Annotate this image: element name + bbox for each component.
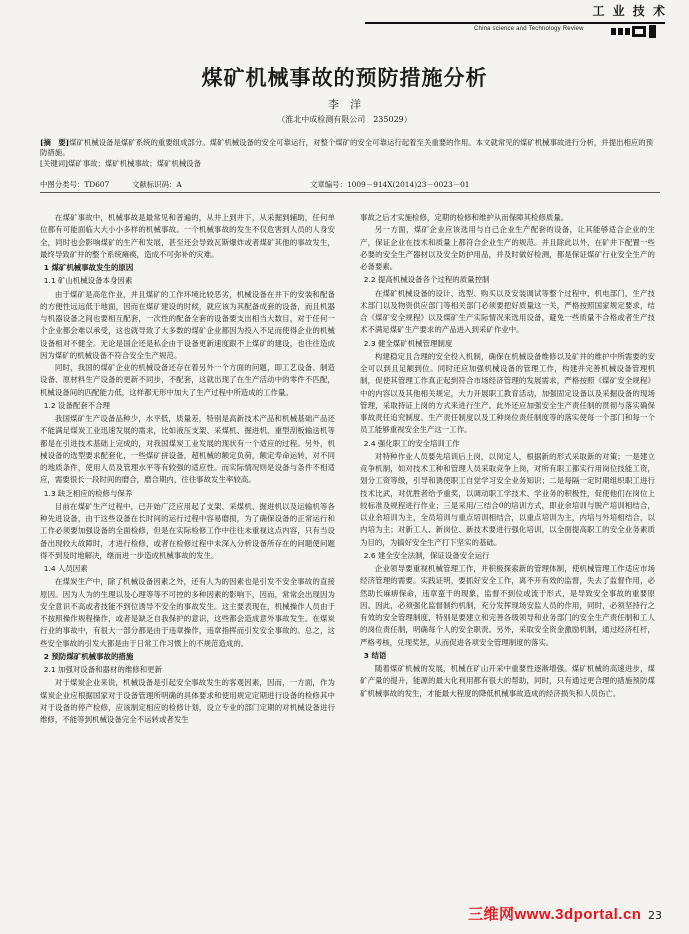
body-paragraph: 同时，我国的煤矿企业的机械设备还存在着另外一个方面的问题，即工艺设备、制造设备、原材料生产设备的更新不同步，不配套，这就出现了在生产活动中的零件不匹配，机械设备间的匹配能力低，这样都无形中加大了生产过程中所造成的工作量。 xyxy=(40,363,335,397)
section-heading: 1 煤矿机械事故发生的原因 xyxy=(43,263,134,272)
subsection-heading: 1.2 设备配套不合理 xyxy=(43,400,110,410)
abstract-label: [摘 要] xyxy=(40,138,70,147)
subsection-heading: 1.3 缺乏相应的检修与保养 xyxy=(43,488,133,498)
abstract-block xyxy=(40,138,660,169)
clc-number: 中图分类号：TD607 xyxy=(40,180,110,189)
document-code: 文献标识码：A xyxy=(132,180,182,189)
body-paragraph: 我国煤矿生产设备品种少，水平低，质量差，特别是高新技术产品和机械基础产品还不能满足煤炭工业迅速发展的需求，比如液压支架、采煤机、掘进机、重型刮板输送机等都是在引进技术基础上完成的，对我国煤炭工业发展的现状有一个适应的过程。另外，机械设备的选型要求配套化，一些煤矿拼设备，超机械的额定负荷，额定寿命运转，对不同的地质条件，使用人员及管理水平等有较强的适应性。而实际情况则是设备与条件不相适应，需要很长一段时间的磨合，磨合期内，往往事故发生率较高。 xyxy=(40,414,335,485)
subsection-heading: 2.1 加强对设备和器材的维修和更新 xyxy=(43,665,163,674)
body-paragraph: 另一方面，煤矿企业应该选用与自己企业生产配套的设备，让其能够适合企业的生产，保证企业在技术和质量上都符合企业生产的规范。并且除此以外，在矿井下配置一些必要的安全生产器材以及安全防护用品，并及时做好检测，都是保证煤矿行业安全生产的必备要素。 xyxy=(360,225,655,271)
section-heading: 3 结语 xyxy=(363,650,387,660)
section-heading: 2 预防煤矿机械事故的措施 xyxy=(43,651,134,661)
keywords-label: [关键词] xyxy=(40,158,68,168)
body-left-column xyxy=(40,212,335,726)
subsection-heading: 1.1 矿山机械设备本身因素 xyxy=(43,276,133,286)
header-section-label: 工 业 技 术 xyxy=(592,4,667,18)
body-paragraph: 事故之后才实施检修，定期的检修和维护从而保障其检修质量。 xyxy=(360,213,569,222)
header-separator xyxy=(40,192,660,193)
subsection-heading: 1.4 人员因素 xyxy=(43,564,88,573)
subsection-heading: 2.3 健全煤矿机械管理制度 xyxy=(363,338,453,348)
subsection-heading: 2.6 建全安全法制，保证设备安全运行 xyxy=(363,550,490,560)
abstract-text: 煤矿机械设备是煤矿系统的重要组成部分。煤矿机械设备的安全可靠运行，对整个煤矿的安全可靠运行起着至关重要的作用。本文就常见的煤矿机械事故进行分析，并提出相应的预防措施。 xyxy=(40,138,654,158)
header-rule xyxy=(365,22,665,24)
body-right-column xyxy=(360,212,655,700)
body-paragraph: 对特种作业人员要先培训后上岗，以岗定人，根据新的形式采取新的对策；一是建立竞争机制，如对技术工种和管理人员采取竞争上岗，对所有职工都实行用岗位技能工资，划分工资等级，引导和诱使职工自觉学习安全业务知识；二是每隔一定时期组织职工进行技术比武，对优胜者给予重奖，以调动职工学技术、学业务的积极性，促使他们在岗位上较标准及规程进行作业；三是采用/三结合0的培训方式，即业余培训与脱产培训相结合，以业余培训为主，全员培训与重点培训相结合，以重点培训为主，内培与外培相结合，以内培为主；对新工人、新岗位、新技术要进行强化培训，以全面提高职工的安全业务素质为目的，为搞好安全生产打下坚实的基础。 xyxy=(360,451,655,547)
body-paragraph: 对于煤炭企业来说，机械设备是引起安全事故发生的客观因素，因而，一方面，作为煤炭企业应根据国家对于设备管理所明确的具体要求和使用规定定期进行设备的检修其中对于设备的停产检修，应该制定相应的检修计划，设立专业的部门定期的对机械设备进行维修，不能等到机械设备完全不运转或者发生 xyxy=(40,678,335,724)
body-paragraph: 在煤炭生产中，除了机械设备因素之外，还有人为的因素也是引发不安全事故的直接原因。因为人为的生理以及心理等等不可控的多种因素的影响下，因而，常常会出现因为安全意识不高或者技能不到位诱导不安全的事故发生。这主要表现在，机械操作人员由于不按照操作规程操作，或者是缺乏自我保护的意识，这些都会造成意外事故发生。在煤炭行业的事故中，有很大一部分都是由于违章操作，违章指挥而引发安全事故的。总之，这些安全事故的引发大都是由于日常工作习惯上的不规范造成的。 xyxy=(40,577,335,648)
body-paragraph: 在煤矿事故中，机械事故是最常见和普遍的，从井上到井下，从采掘到辅助，任何单位都有可能面临大大小小多样的机械事故。一个机械事故的发生不仅危害到人员的人身安全，同时也会影响煤矿的生产和发展，甚至还会导致瓦斯爆炸或者煤矿其他的事故发生，最终导致矿井的整个系统瘫痪，造成不可弥补的灾难。 xyxy=(40,213,335,259)
watermark: 三维网www.3dportal.cn xyxy=(468,906,642,923)
body-paragraph: 企业领导要重视机械管理工作，并积极探索新的管理体制，使机械管理工作适应市场经济管理的需要。实践证明，要抓好安全工作，离不开有效的监督，失去了监督作用，必然助长麻痹保命，违章蛮干的现象，监督不到位或流于形式，是导致安全事故的重要原因。因此，必须强化监督制约机制，充分发挥现场安监人员的作用，同时，必须坚持行之有效的安全管理制度，特别是要建立和完善各级领导和业务部门的安全生产责任制和工人的岗位责任制，明确每个人的安全职责。另外，采取安全资金激励机制，通过经济杠杆，严格考核，兑现奖惩，从而促进各项安全管理制度的落实。 xyxy=(360,564,655,647)
journal-subtitle: China science and Technology Review xyxy=(474,26,584,32)
body-paragraph: 在煤矿机械设备的设计、选型、购买以及安装调试等整个过程中，机电部门，生产技术部门以及物资供应部门等相关部门必须要把好质量这一关，严格按照国家规定要求，结合《煤矿安全规程》以及煤矿生产实际情况来选用设备，避免一些质量不合格或者生产技术不满足煤矿生产要求的产品进入到采矿作业中。 xyxy=(360,288,655,335)
body-paragraph: 随着煤矿机械的发展，机械在矿山开采中重要性逐渐增强。煤矿机械的高速进步，煤矿产量的提升，能源的最大化利用都有很大的帮助，同时，只有通过更合理的措施预防煤矿机械事故的发生，才能最大程度的降低机械事故造成的经济损失和人员伤亡。 xyxy=(360,664,655,698)
author-name: 李 洋 xyxy=(328,98,361,111)
article-number: 文章编号：1009－914X(2014)23－0023－01 xyxy=(310,180,470,189)
page-number: 23 xyxy=(648,909,662,922)
body-paragraph: 目前在煤矿生产过程中，已开始广泛应用起了支架、采煤机、掘进机以及运输机等各种先进设备，由于这些设备在长时间的运行过程中容易磨损，为了确保设备的正常运行和工作必须要加强设备的全面检修，但是在实际检修工作中往往未重视这点内容，只有当设备出现较大故障时，才进行检修，或者在检修过程中未深入分析设备所存在的问题使问题得不到及时地解决，继而进一步造成机械事故的发生。 xyxy=(40,501,335,560)
keywords-text: 煤矿事故；煤矿机械事故；煤矿机械设备 xyxy=(67,158,201,168)
body-paragraph: 构建稳定且合理的安全投入机制，确保在机械设备维修以及矿井的维护中所需要的安全可以到且足额到位。同时还应加强机械设备的管理工作，构建并完善机械设备管理机制，促使其管理工作真正起到符合市场经济管理的发展需求，严格按照《煤矿安全规程》中的内容以及其他相关规定，大力开展职工教育活动，加强固定设备以及采掘设备的现场管理，采取持证上岗的方式来进行生产。此外还应加强安全生产责任制的贯彻与落实确保事故责任追究制度。生产责任制度以及工种岗位责任制度等的落实使每一个部门和每一个员工能够重视安全生产这一工作。 xyxy=(360,351,655,435)
subsection-heading: 2.2 提高机械设备各个过程的质量控制 xyxy=(363,275,490,285)
subsection-heading: 2.4 强化职工的安全培训工作 xyxy=(363,438,460,448)
journal-logo-icon xyxy=(611,25,657,38)
body-paragraph: 由于煤矿是高危作业，并且煤矿的工作环境比较恶劣，机械设备在井下的安装和配备的方便性远远低于地面，因而在煤矿建设的时候，就应该为其配备成套的设备，而且机器与机器设备之间也要相互配套，一次性的配备全套的设备要支出相当大数目，对于任何一个企业都会难以承受，这也就导致了大多数的煤矿企业都因为投入不足而使得企业的机械设备相对不健全。无论是国企还是私企由于设备更新速度跟不上煤矿的建设，也往往造成因为煤矿的机械设备不符合安全生产规范。 xyxy=(40,289,335,360)
article-title: 煤矿机械事故的预防措施分析 xyxy=(201,66,488,90)
author-affiliation: （淮北中成检测有限公司 235029） xyxy=(277,115,412,124)
